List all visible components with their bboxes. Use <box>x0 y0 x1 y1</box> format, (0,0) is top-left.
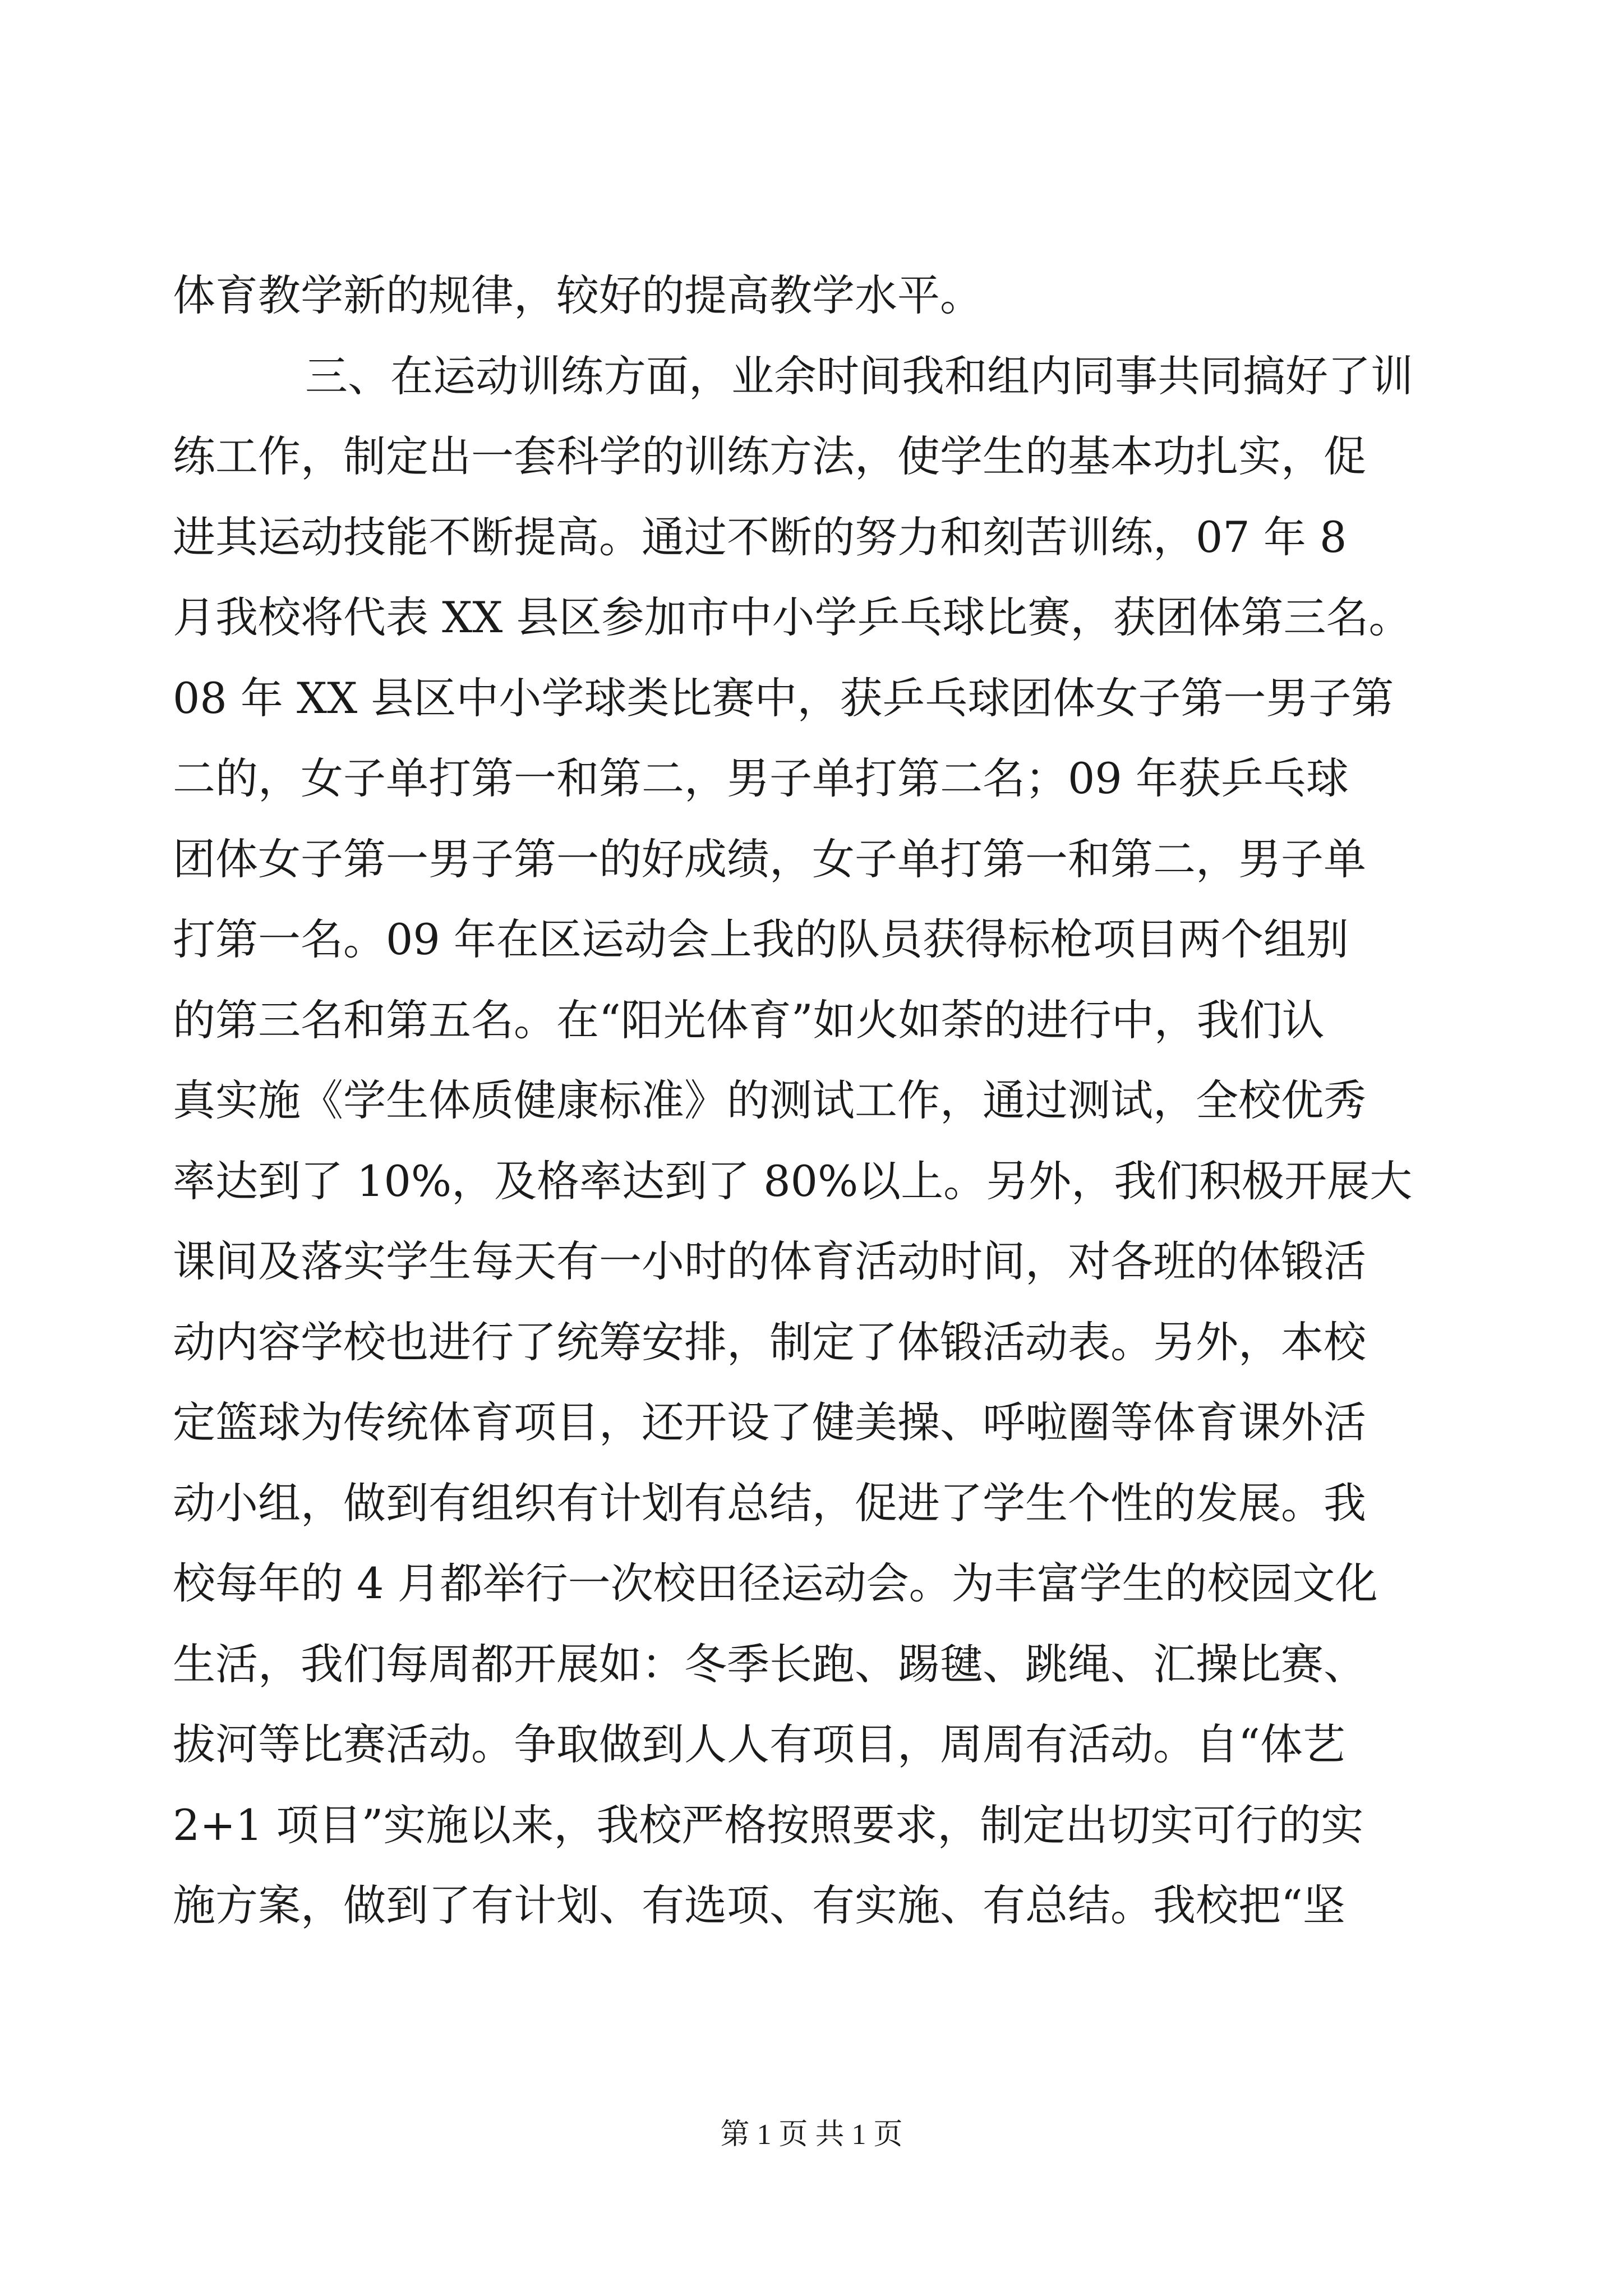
text-line: 真实施《学生体质健康标准》的测试工作，通过测试，全校优秀 <box>173 1075 1366 1125</box>
text-line: 拔河等比赛活动。争取做到人人有项目，周周有活动。自“体艺 <box>173 1719 1345 1769</box>
text-line: 的第三名和第五名。在“阳光体育”如火如荼的进行中，我们认 <box>173 995 1325 1045</box>
text-line: 施方案，做到了有计划、有选项、有实施、有总结。我校把“坚 <box>173 1880 1345 1930</box>
text-line: 进其运动技能不断提高。通过不断的努力和刻苦训练，07 年 8 <box>173 512 1347 562</box>
text-line: 体育教学新的规律，较好的提高教学水平。 <box>173 270 983 320</box>
text-line: 二的，女子单打第一和第二，男子单打第二名；09 年获乒乓球 <box>173 753 1349 803</box>
page-footer: 第 1 页 共 1 页 <box>720 2119 903 2151</box>
text-line: 课间及落实学生每天有一小时的体育活动时间，对各班的体锻活 <box>173 1236 1366 1286</box>
text-line: 打第一名。09 年在区运动会上我的队员获得标枪项目两个组别 <box>173 914 1349 964</box>
text-line: 团体女子第一男子第一的好成绩，女子单打第一和第二，男子单 <box>173 834 1366 884</box>
text-line: 2+1 项目”实施以来，我校严格按照要求，制定出切实可行的实 <box>173 1800 1364 1850</box>
text-line: 生活，我们每周都开展如：冬季长跑、踢毽、跳绳、汇操比赛、 <box>173 1639 1366 1689</box>
text-line: 月我校将代表 XX 县区参加市中小学乒乓球比赛，获团体第三名。 <box>173 592 1412 642</box>
text-line: 率达到了 10%，及格率达到了 80%以上。另外，我们积极开展大 <box>173 1156 1413 1206</box>
paragraph-start-line: 三、在运动训练方面，业余时间我和组内同事共同搞好了训 <box>305 351 1413 401</box>
text-line: 定篮球为传统体育项目，还开设了健美操、呼啦圈等体育课外活 <box>173 1397 1366 1447</box>
text-line: 校每年的 4 月都举行一次校田径运动会。为丰富学生的校园文化 <box>173 1558 1378 1608</box>
text-line: 动小组，做到有组织有计划有总结，促进了学生个性的发展。我 <box>173 1478 1366 1528</box>
text-line: 08 年 XX 县区中小学球类比赛中，获乒乓球团体女子第一男子第 <box>173 673 1394 723</box>
text-line: 动内容学校也进行了统筹安排，制定了体锻活动表。另外，本校 <box>173 1317 1366 1367</box>
document-body <box>173 255 1463 1946</box>
text-line: 练工作，制定出一套科学的训练方法，使学生的基本功扎实，促 <box>173 431 1366 481</box>
